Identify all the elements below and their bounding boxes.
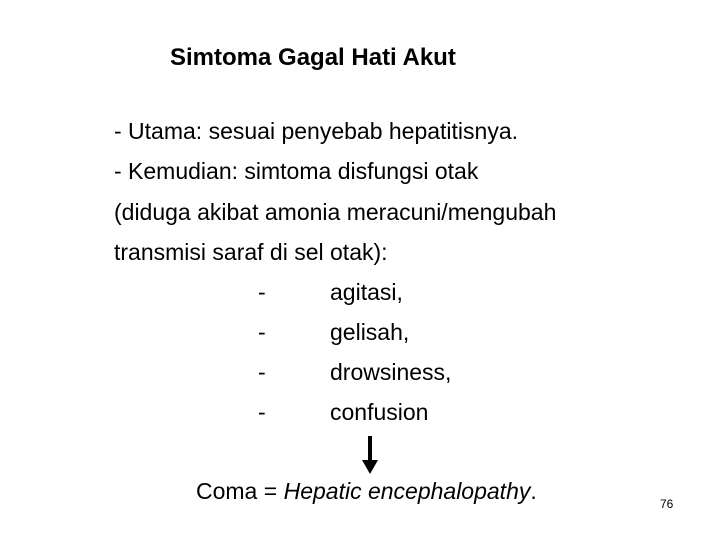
symptom-dash: - xyxy=(258,319,266,345)
conclusion xyxy=(196,476,537,506)
text-line-2: - Kemudian: simtoma disfungsi otak xyxy=(114,158,479,184)
text-line-1: - Utama: sesuai penyebab hepatitisnya. xyxy=(114,118,519,144)
page-number: 76 xyxy=(660,497,674,511)
symptom-text: drowsiness, xyxy=(330,359,452,385)
symptom-text: gelisah, xyxy=(330,319,410,345)
symptom-dash: - xyxy=(258,359,266,385)
slide-title: Simtoma Gagal Hati Akut xyxy=(170,44,456,71)
text-line-3: (diduga akibat amonia meracuni/mengubah xyxy=(114,199,557,225)
symptom-text: confusion xyxy=(330,399,429,425)
symptom-text: agitasi, xyxy=(330,279,403,305)
conclusion-term: Hepatic encephalopathy xyxy=(283,478,531,504)
conclusion-prefix: Coma = xyxy=(196,478,284,504)
down-arrow-icon xyxy=(360,436,380,476)
conclusion-suffix: . xyxy=(530,478,537,504)
text-line-4: transmisi saraf di sel otak): xyxy=(114,239,388,265)
symptom-dash: - xyxy=(258,399,266,425)
symptom-dash: - xyxy=(258,279,266,305)
